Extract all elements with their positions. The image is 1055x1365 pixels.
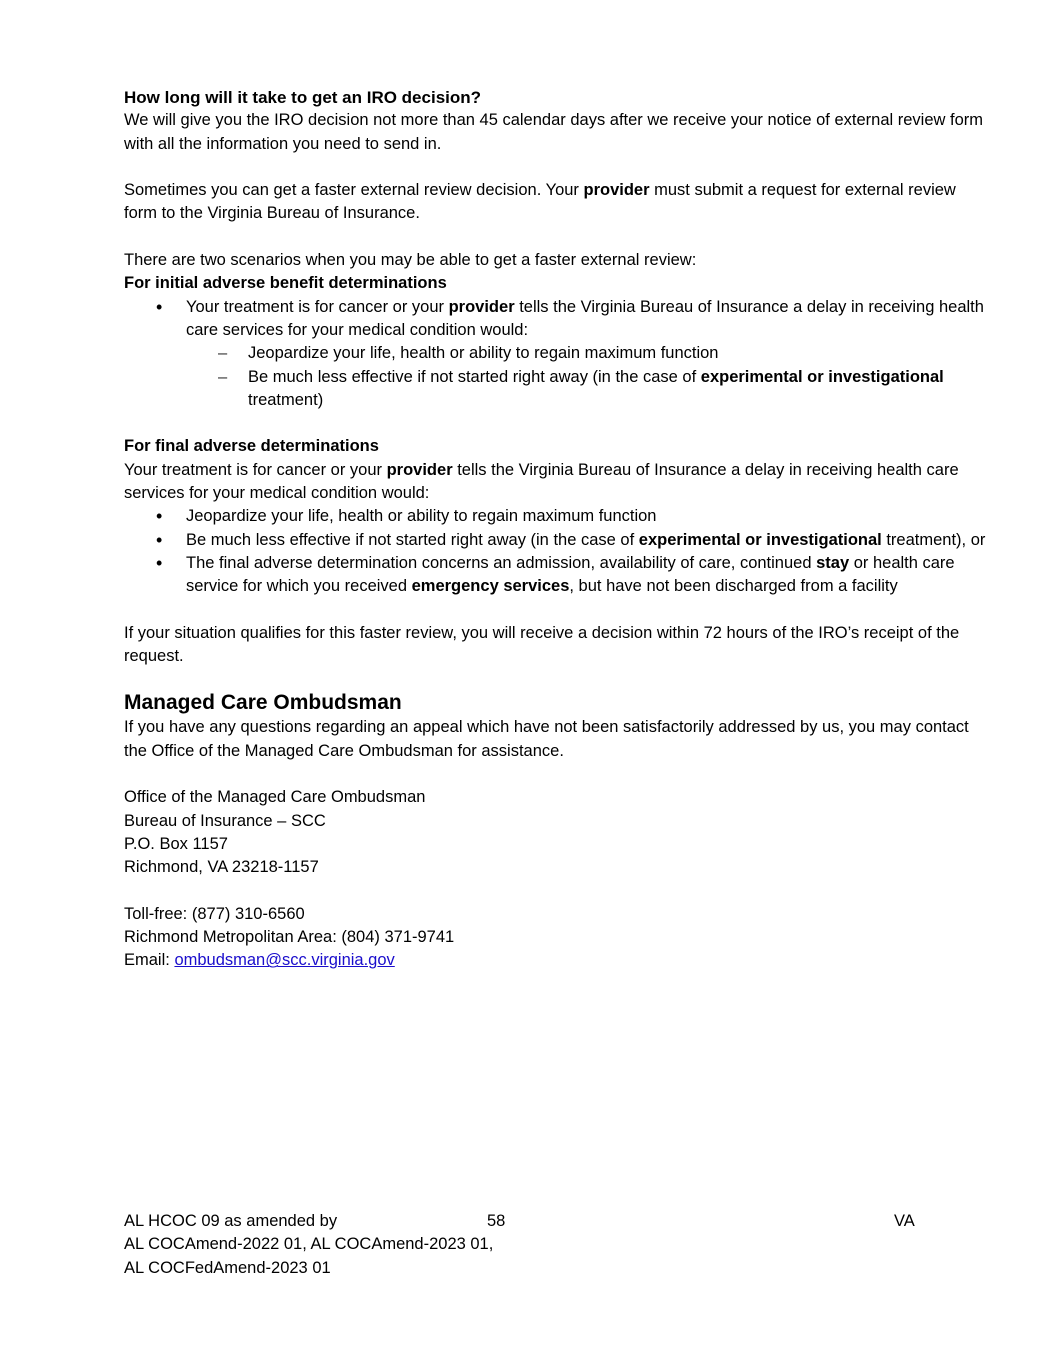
list-item: • Your treatment is for cancer or your provider tells the Virginia Bureau of Insurance a delay in receiving health care services for your medical condition would: – Jeopardize your life, health or ability to regain maximum function – Be much less effective if not started right away (in the case of experimental or investigational treatment) <box>186 296 992 412</box>
address-line: Bureau of Insurance – SCC <box>124 811 326 830</box>
faster-review-qualification: If your situation qualifies for this faster review, you will receive a decision within 72 hours of the IRO’s receipt of the request. <box>124 623 960 666</box>
address-line: Office of the Managed Care Ombudsman <box>124 788 426 807</box>
email-link[interactable]: ombudsman@scc.virginia.gov <box>174 951 395 970</box>
list-item: – Be much less effective if not started right away (in the case of experimental or investigational treatment) <box>248 366 992 413</box>
iro-decision-heading: How long will it take to get an IRO decision? <box>124 88 482 107</box>
page-footer <box>124 1210 924 1280</box>
list-item: • Be much less effective if not started right away (in the case of experimental or investigational treatment), or <box>186 529 992 552</box>
tollfree-phone: Toll-free: (877) 310-6560 <box>124 904 305 923</box>
ombudsman-contact <box>124 903 992 973</box>
list-item: – Jeopardize your life, health or ability to regain maximum function <box>248 342 992 365</box>
page-content <box>124 86 992 973</box>
faster-review-paragraph: Sometimes you can get a faster external review decision. Your provider must submit a request for external review form to the Virginia Bureau of Insurance. <box>124 181 956 223</box>
metro-phone: Richmond Metropolitan Area: (804) 371-9741 <box>124 928 455 947</box>
footer-form-id: AL HCOC 09 as amended by <box>124 1212 338 1230</box>
footer-state: VA <box>894 1212 915 1230</box>
ombudsman-heading: Managed Care Ombudsman <box>124 691 402 715</box>
initial-sub-list <box>186 342 992 412</box>
iro-decision-paragraph: We will give you the IRO decision not more than 45 calendar days after we receive your notice of external review form with all the information you need to send in. <box>124 111 984 153</box>
footer-fed-amendment: AL COCFedAmend-2023 01 <box>124 1258 331 1277</box>
ombudsman-address <box>124 786 992 879</box>
list-item: • The final adverse determination concerns an admission, availability of care, continued stay or health care service for which you received emergency services, but have not been discharged from a facility <box>186 552 992 599</box>
address-line: Richmond, VA 23218-1157 <box>124 858 319 877</box>
scenarios-intro: There are two scenarios when you may be able to get a faster external review: <box>124 251 697 270</box>
list-item: • Jeopardize your life, health or ability to regain maximum function <box>186 505 992 528</box>
final-determinations-paragraph: Your treatment is for cancer or your provider tells the Virginia Bureau of Insurance a delay in receiving health care services for your medical condition would: <box>124 460 959 503</box>
initial-bullet-list <box>124 296 992 412</box>
email-line: Email: ombudsman@scc.virginia.gov <box>124 951 395 970</box>
final-bullet-list <box>124 505 992 598</box>
initial-determinations-heading: For initial adverse benefit determinations <box>124 274 447 293</box>
address-line: P.O. Box 1157 <box>124 834 228 853</box>
page-number: 58 <box>487 1212 506 1230</box>
ombudsman-intro: If you have any questions regarding an appeal which have not been satisfactorily addressed by us, you may contact the Office of the Managed Care Ombudsman for assistance. <box>124 718 969 760</box>
final-determinations-heading: For final adverse determinations <box>124 437 379 456</box>
footer-amendments: AL COCAmend-2022 01, AL COCAmend-2023 01, <box>124 1235 494 1254</box>
